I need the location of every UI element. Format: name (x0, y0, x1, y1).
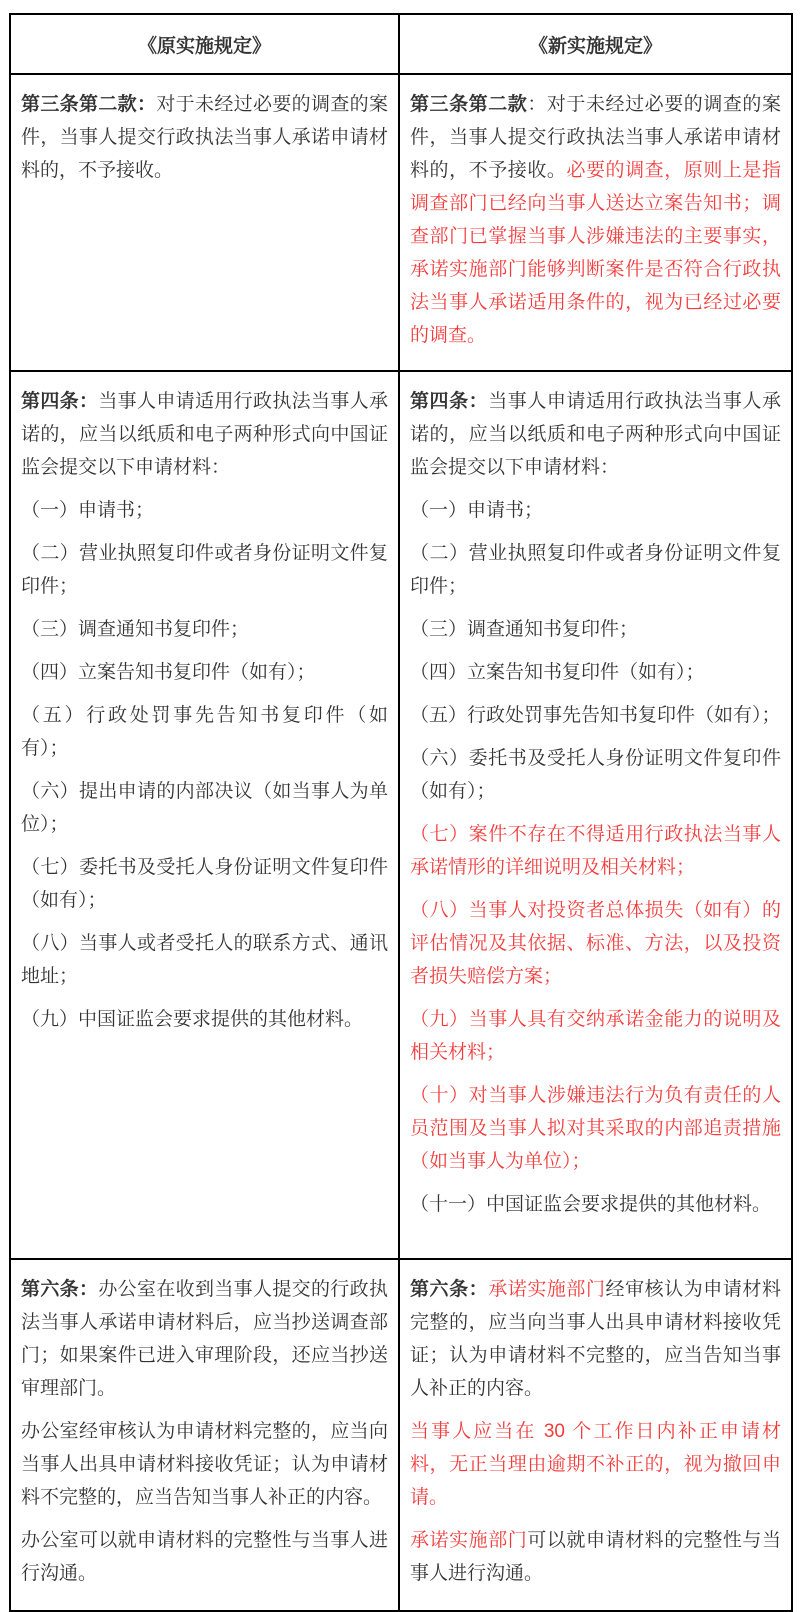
cell-article-6-new (399, 1259, 792, 1611)
paragraph (410, 1415, 781, 1514)
paragraph (410, 494, 781, 527)
paragraph (410, 385, 781, 484)
revised-text-segment: （七）案件不存在不得适用行政执法当事人承诺情形的详细说明及相关材料； (410, 824, 781, 878)
paragraph (410, 1188, 781, 1221)
paragraph (410, 613, 781, 646)
paragraph (21, 775, 388, 841)
header-old-provisions: 《原实施规定》 (10, 14, 399, 74)
revised-text-segment: 当事人应当在 30 个工作日内补正申请材料，无正当理由逾期不补正的，视为撤回申请。 (410, 1421, 781, 1508)
paragraph (410, 88, 781, 352)
text-segment: 第三条第二款 (410, 94, 528, 115)
text-segment: （九）中国证监会要求提供的其他材料。 (21, 1009, 364, 1030)
text-segment: 对于未经过必要的调查的案件，当事人提交行政执法当事人承诺申请材料的，不予接收。 (21, 94, 388, 181)
paragraph (21, 88, 388, 187)
revised-text-segment: （十）对当事人涉嫌违法行为负有责任的人员范围及当事人拟对其采取的内部追责措施（如当事人为单位）； (410, 1085, 781, 1172)
text-segment: 当事人申请适用行政执法当事人承诺的，应当以纸质和电子两种形式向中国证监会提交以下申请材料： (21, 391, 388, 478)
revised-text-segment: 必要的调查，原则上是指调查部门已经向当事人送达立案告知书；调查部门已掌握当事人涉嫌违法的主要事实，承诺实施部门能够判断案件是否符合行政执法当事人承诺适用条件的，视为已经过必要的调查。 (410, 160, 781, 346)
text-segment: 第四条： (410, 391, 489, 412)
text-segment: （四）立案告知书复印件（如有）； (410, 662, 705, 683)
text-segment: （二）营业执照复印件或者身份证明文件复印件； (21, 543, 388, 597)
text-segment: 当事人申请适用行政执法当事人承诺的，应当以纸质和电子两种形式向中国证监会提交以下申请材料： (410, 391, 781, 478)
paragraph (410, 1524, 781, 1590)
revised-text-segment: （八）当事人对投资者总体损失（如有）的评估情况及其依据、标准、方法，以及投资者损失赔偿方案； (410, 900, 781, 987)
paragraph (21, 1003, 388, 1036)
text-segment: 可以就申请材料的完整性与当事人进行沟通。 (410, 1530, 781, 1584)
text-segment: （七）委托书及受托人身份证明文件复印件（如有）； (21, 857, 388, 911)
revised-text-segment: 承诺实施部门 (410, 1530, 528, 1551)
paragraph (21, 1524, 388, 1590)
text-segment: （六）委托书及受托人身份证明文件复印件（如有）； (410, 748, 781, 802)
paragraph (21, 699, 388, 765)
text-segment: 第六条： (410, 1279, 489, 1300)
paragraph (21, 613, 388, 646)
text-segment: （八）当事人或者受托人的联系方式、通讯地址； (21, 933, 388, 987)
paragraph (410, 818, 781, 884)
cell-article-3-paragraph-2-new (399, 74, 792, 371)
text-segment: （三）调查通知书复印件； (410, 619, 639, 640)
paragraph (21, 385, 388, 484)
revised-text-segment: （九）当事人具有交纳承诺金能力的说明及相关材料； (410, 1009, 781, 1063)
text-segment: ：对于未经过必要的调查的案件，当事人提交行政执法当事人承诺申请材料的，不予接收。 (410, 94, 781, 181)
comparison-table-body (10, 74, 792, 1611)
comparison-table (9, 13, 793, 1612)
paragraph (410, 1273, 781, 1405)
table-row-article-4 (10, 371, 792, 1259)
paragraph (410, 1003, 781, 1069)
paragraph (21, 1415, 388, 1514)
text-segment: （十一）中国证监会要求提供的其他材料。 (410, 1194, 772, 1215)
text-segment: （一）申请书； (410, 500, 544, 521)
text-segment: （三）调查通知书复印件； (21, 619, 250, 640)
cell-article-4-old (10, 371, 399, 1259)
header-row (10, 14, 792, 74)
comparison-table-header (10, 14, 792, 74)
text-segment: （一）申请书； (21, 500, 155, 521)
text-segment: 经审核认为申请材料完整的，应当向当事人出具申请材料接收凭证；认为申请材料不完整的，应当告知当事人补正的内容。 (410, 1279, 781, 1399)
text-segment: （六）提出申请的内部决议（如当事人为单位）； (21, 781, 388, 835)
table-row-article-3-paragraph-2 (10, 74, 792, 371)
text-segment: （五）行政处罚事先告知书复印件（如有）； (410, 705, 781, 726)
paragraph (21, 1273, 388, 1405)
text-segment: 第四条： (21, 391, 99, 412)
paragraph (410, 537, 781, 603)
text-segment: 办公室在收到当事人提交的行政执法当事人承诺申请材料后，应当抄送调查部门；如果案件已进入审理阶段，还应当抄送审理部门。 (21, 1279, 388, 1399)
paragraph (21, 656, 388, 689)
text-segment: （四）立案告知书复印件（如有）； (21, 662, 316, 683)
text-segment: （二）营业执照复印件或者身份证明文件复印件； (410, 543, 781, 597)
text-segment: 第六条： (21, 1279, 99, 1300)
text-segment: 第三条第二款： (21, 94, 157, 115)
paragraph (410, 894, 781, 993)
table-row-article-6 (10, 1259, 792, 1611)
paragraph (21, 927, 388, 993)
text-segment: 办公室经审核认为申请材料完整的，应当向当事人出具申请材料接收凭证；认为申请材料不完整的，应当告知当事人补正的内容。 (21, 1421, 388, 1508)
cell-article-3-paragraph-2-old (10, 74, 399, 371)
text-segment: 办公室可以就申请材料的完整性与当事人进行沟通。 (21, 1530, 388, 1584)
text-segment: （五）行政处罚事先告知书复印件（如有）； (21, 705, 388, 759)
revised-text-segment: 承诺实施部门 (488, 1279, 606, 1300)
paragraph (410, 656, 781, 689)
paragraph (21, 851, 388, 917)
paragraph (410, 1079, 781, 1178)
cell-article-6-old (10, 1259, 399, 1611)
cell-article-4-new (399, 371, 792, 1259)
header-new-provisions: 《新实施规定》 (399, 14, 792, 74)
paragraph (410, 742, 781, 808)
paragraph (21, 494, 388, 527)
paragraph (410, 699, 781, 732)
paragraph (21, 537, 388, 603)
